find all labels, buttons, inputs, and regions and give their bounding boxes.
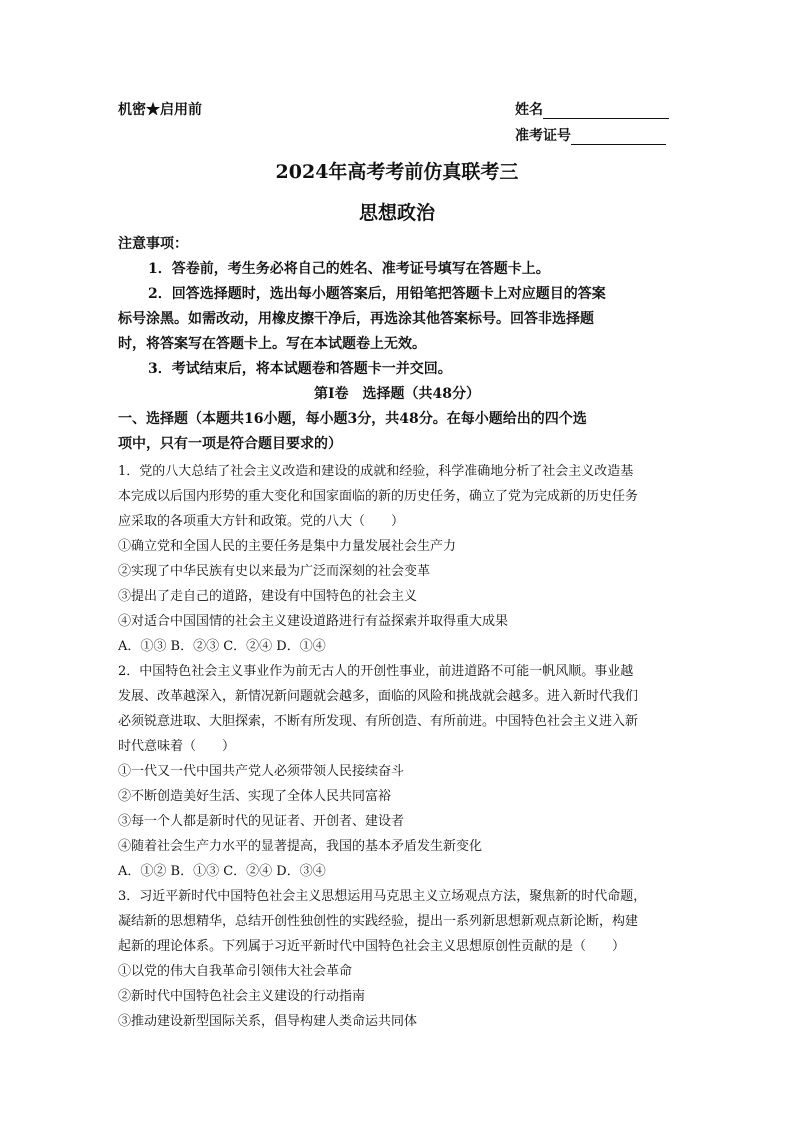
ticket-blank[interactable] — [571, 130, 666, 145]
question-stem: 必须锐意进取、大胆探索，不断有所发现、有所创造、有所前进。中国特色社会主义进入新 — [118, 714, 639, 729]
question-option: ①确立党和全国人民的主要任务是集中力量发展社会生产力 — [118, 539, 457, 554]
name-blank[interactable] — [543, 104, 669, 119]
name-label: 姓名 — [515, 102, 543, 118]
section-instruction: 一、选择题（本题共16小题，每小题3分，共48分。在每小题给出的四个选 — [118, 411, 587, 427]
question-stem: 3．习近平新时代中国特色社会主义思想运用马克思主义立场观点方法，聚焦新的时代命题， — [118, 889, 647, 904]
notice-line: 3．考试结束后，将本试题卷和答题卡一并交回。 — [148, 361, 452, 377]
question-stem: 起新的理论体系。下列属于习近平新时代中国特色社会主义思想原创性贡献的是（ ） — [118, 939, 626, 954]
notice-heading: 注意事项： — [118, 236, 188, 252]
subject-title: 思想政治 — [358, 202, 435, 224]
answer-choices: A．①② B．①③ C．②④ D．③④ — [118, 864, 326, 879]
question-stem: 时代意味着（ ） — [118, 739, 236, 754]
question-option: ④对适合中国国情的社会主义建设道路进行有益探索并取得重大成果 — [118, 614, 509, 629]
question-option: ①以党的伟大自我革命引领伟大社会革命 — [118, 964, 353, 979]
question-stem: 凝结新的思想精华，总结开创性独创性的实践经验，提出一系列新思想新观点新论断，构建 — [118, 914, 639, 929]
question-stem: 发展、改革越深入，新情况新问题就会越多，面临的风险和挑战就会越多。进入新时代我们 — [118, 689, 639, 704]
ticket-label: 准考证号 — [515, 128, 571, 144]
question-option: ③每一个人都是新时代的见证者、开创者、建设者 — [118, 814, 405, 829]
question-stem: 应采取的各项重大方针和政策。党的八大（ ） — [118, 514, 405, 529]
question-option: ④随着社会生产力水平的显著提高，我国的基本矛盾发生新变化 — [118, 839, 483, 854]
confidential-label: 机密★启用前 — [118, 102, 202, 118]
notice-line: 2．回答选择题时，选出每小题答案后，用铅笔把答题卡上对应题目的答案 — [148, 286, 606, 302]
notice-line: 标号涂黑。如需改动，用橡皮擦干净后，再选涂其他答案标号。回答非选择题 — [118, 311, 594, 327]
section-instruction: 项中，只有一项是符合题目要求的） — [118, 436, 342, 452]
part-title: 第Ⅰ卷 选择题（共48分） — [313, 386, 481, 402]
question-option: ③提出了走自己的道路，建设有中国特色的社会主义 — [118, 589, 418, 604]
question-stem: 1．党的八大总结了社会主义改造和建设的成就和经验，科学准确地分析了社会主义改造基 — [118, 464, 634, 479]
name-field[interactable] — [515, 99, 669, 119]
ticket-field[interactable] — [515, 125, 666, 145]
question-option: ③推动建设新型国际关系，倡导构建人类命运共同体 — [118, 1014, 418, 1029]
answer-choices: A．①③ B．②③ C．②④ D．①④ — [118, 639, 326, 654]
notice-line: 1．答卷前，考生务必将自己的姓名、准考证号填写在答题卡上。 — [148, 261, 550, 277]
question-option: ②实现了中华民族有史以来最为广泛而深刻的社会变革 — [118, 564, 431, 579]
notice-line: 时，将答案写在答题卡上。写在本试题卷上无效。 — [118, 336, 426, 352]
exam-title: 2024年高考考前仿真联考三 — [275, 161, 519, 183]
question-stem: 本完成以后国内形势的重大变化和国家面临的新的历史任务，确立了党为完成新的历史任务 — [118, 489, 639, 504]
question-option: ①一代又一代中国共产党人必须带领人民接续奋斗 — [118, 764, 405, 779]
question-option: ②新时代中国特色社会主义建设的行动指南 — [118, 989, 366, 1004]
question-option: ②不断创造美好生活、实现了全体人民共同富裕 — [118, 789, 392, 804]
question-stem: 2．中国特色社会主义事业作为前无古人的开创性事业，前进道路不可能一帆风顺。事业越 — [118, 664, 634, 679]
